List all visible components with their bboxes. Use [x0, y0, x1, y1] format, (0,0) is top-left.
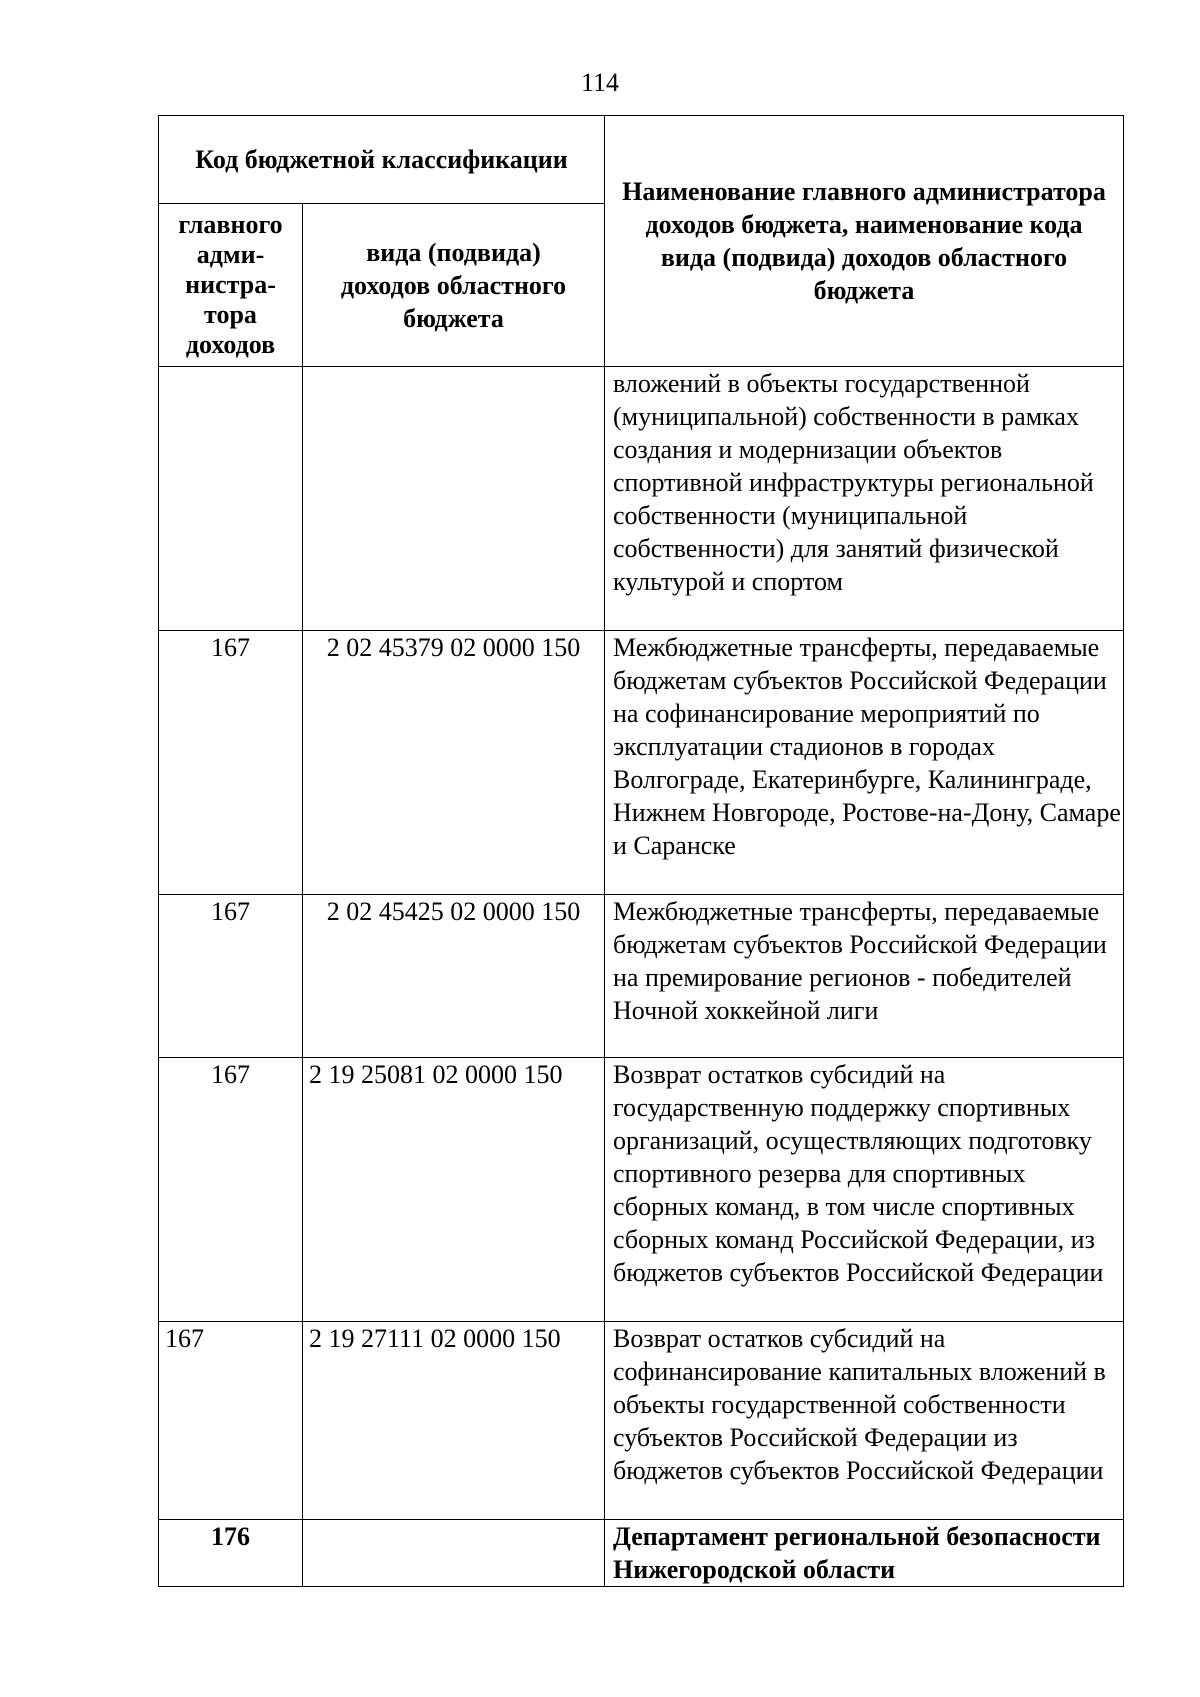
header-admin-line: нистра- — [185, 270, 276, 299]
description-cell: Департамент региональной безопасности Нижегородской области — [605, 1520, 1124, 1587]
table-row — [159, 1520, 1124, 1587]
admin-code-cell: 167 — [159, 1058, 303, 1322]
income-code-cell: 2 02 45379 02 0000 150 — [303, 631, 605, 895]
income-code-cell: 2 02 45425 02 0000 150 — [303, 895, 605, 1058]
header-code-column: вида (подвида) доходов областного бюджета — [303, 204, 605, 367]
header-budget-classification-code: Код бюджетной классификации — [159, 116, 605, 204]
header-admin-line: адми- — [196, 240, 265, 269]
description-cell: Межбюджетные трансферты, передаваемые бюджетам субъектов Российской Федерации на премирование регионов - победителей Ночной хоккейной лиги — [605, 895, 1124, 1058]
header-admin-column — [159, 204, 303, 367]
table-header — [159, 116, 1124, 367]
page-number: 114 — [580, 68, 620, 97]
header-admin-line: главного — [178, 210, 283, 239]
income-code-cell — [303, 1520, 605, 1587]
admin-code-cell: 167 — [159, 631, 303, 895]
description-cell: Межбюджетные трансферты, передаваемые бюджетам субъектов Российской Федерации на софинансирование мероприятий по эксплуатации стадионов в городах Волгограде, Екатеринбурге, Калининграде, Нижнем Новгороде, Ростове-на-Дону, Самаре и Саранске — [605, 631, 1124, 895]
budget-classification-table — [158, 115, 1124, 1587]
table-row — [159, 1058, 1124, 1322]
description-cell: Возврат остатков субсидий на софинансирование капитальных вложений в объекты государственной собственности субъектов Российской Федерации из бюджетов субъектов Российской Федерации — [605, 1322, 1124, 1520]
admin-code-cell: 167 — [159, 1322, 303, 1520]
table-row — [159, 631, 1124, 895]
header-admin-line: тора — [204, 300, 257, 329]
header-name-column: Наименование главного администратора доходов бюджета, наименование кода вида (подвида) доходов областного бюджета — [605, 116, 1124, 367]
table-row — [159, 1322, 1124, 1520]
description-cell: вложений в объекты государственной (муниципальной) собственности в рамках создания и модернизации объектов спортивной инфраструктуры региональной собственности (муниципальной собственности) для занятий физической культурой и спортом — [605, 367, 1124, 631]
header-admin-line: доходов — [185, 330, 276, 359]
table-row — [159, 367, 1124, 631]
admin-code-cell: 176 — [159, 1520, 303, 1587]
income-code-cell — [303, 367, 605, 631]
admin-code-cell — [159, 367, 303, 631]
income-code-cell: 2 19 25081 02 0000 150 — [303, 1058, 605, 1322]
admin-code-cell: 167 — [159, 895, 303, 1058]
description-cell: Возврат остатков субсидий на государственную поддержку спортивных организаций, осуществляющих подготовку спортивного резерва для спортивных сборных команд, в том числе спортивных сборных команд Российской Федерации, из бюджетов субъектов Российской Федерации — [605, 1058, 1124, 1322]
table-row — [159, 895, 1124, 1058]
income-code-cell: 2 19 27111 02 0000 150 — [303, 1322, 605, 1520]
